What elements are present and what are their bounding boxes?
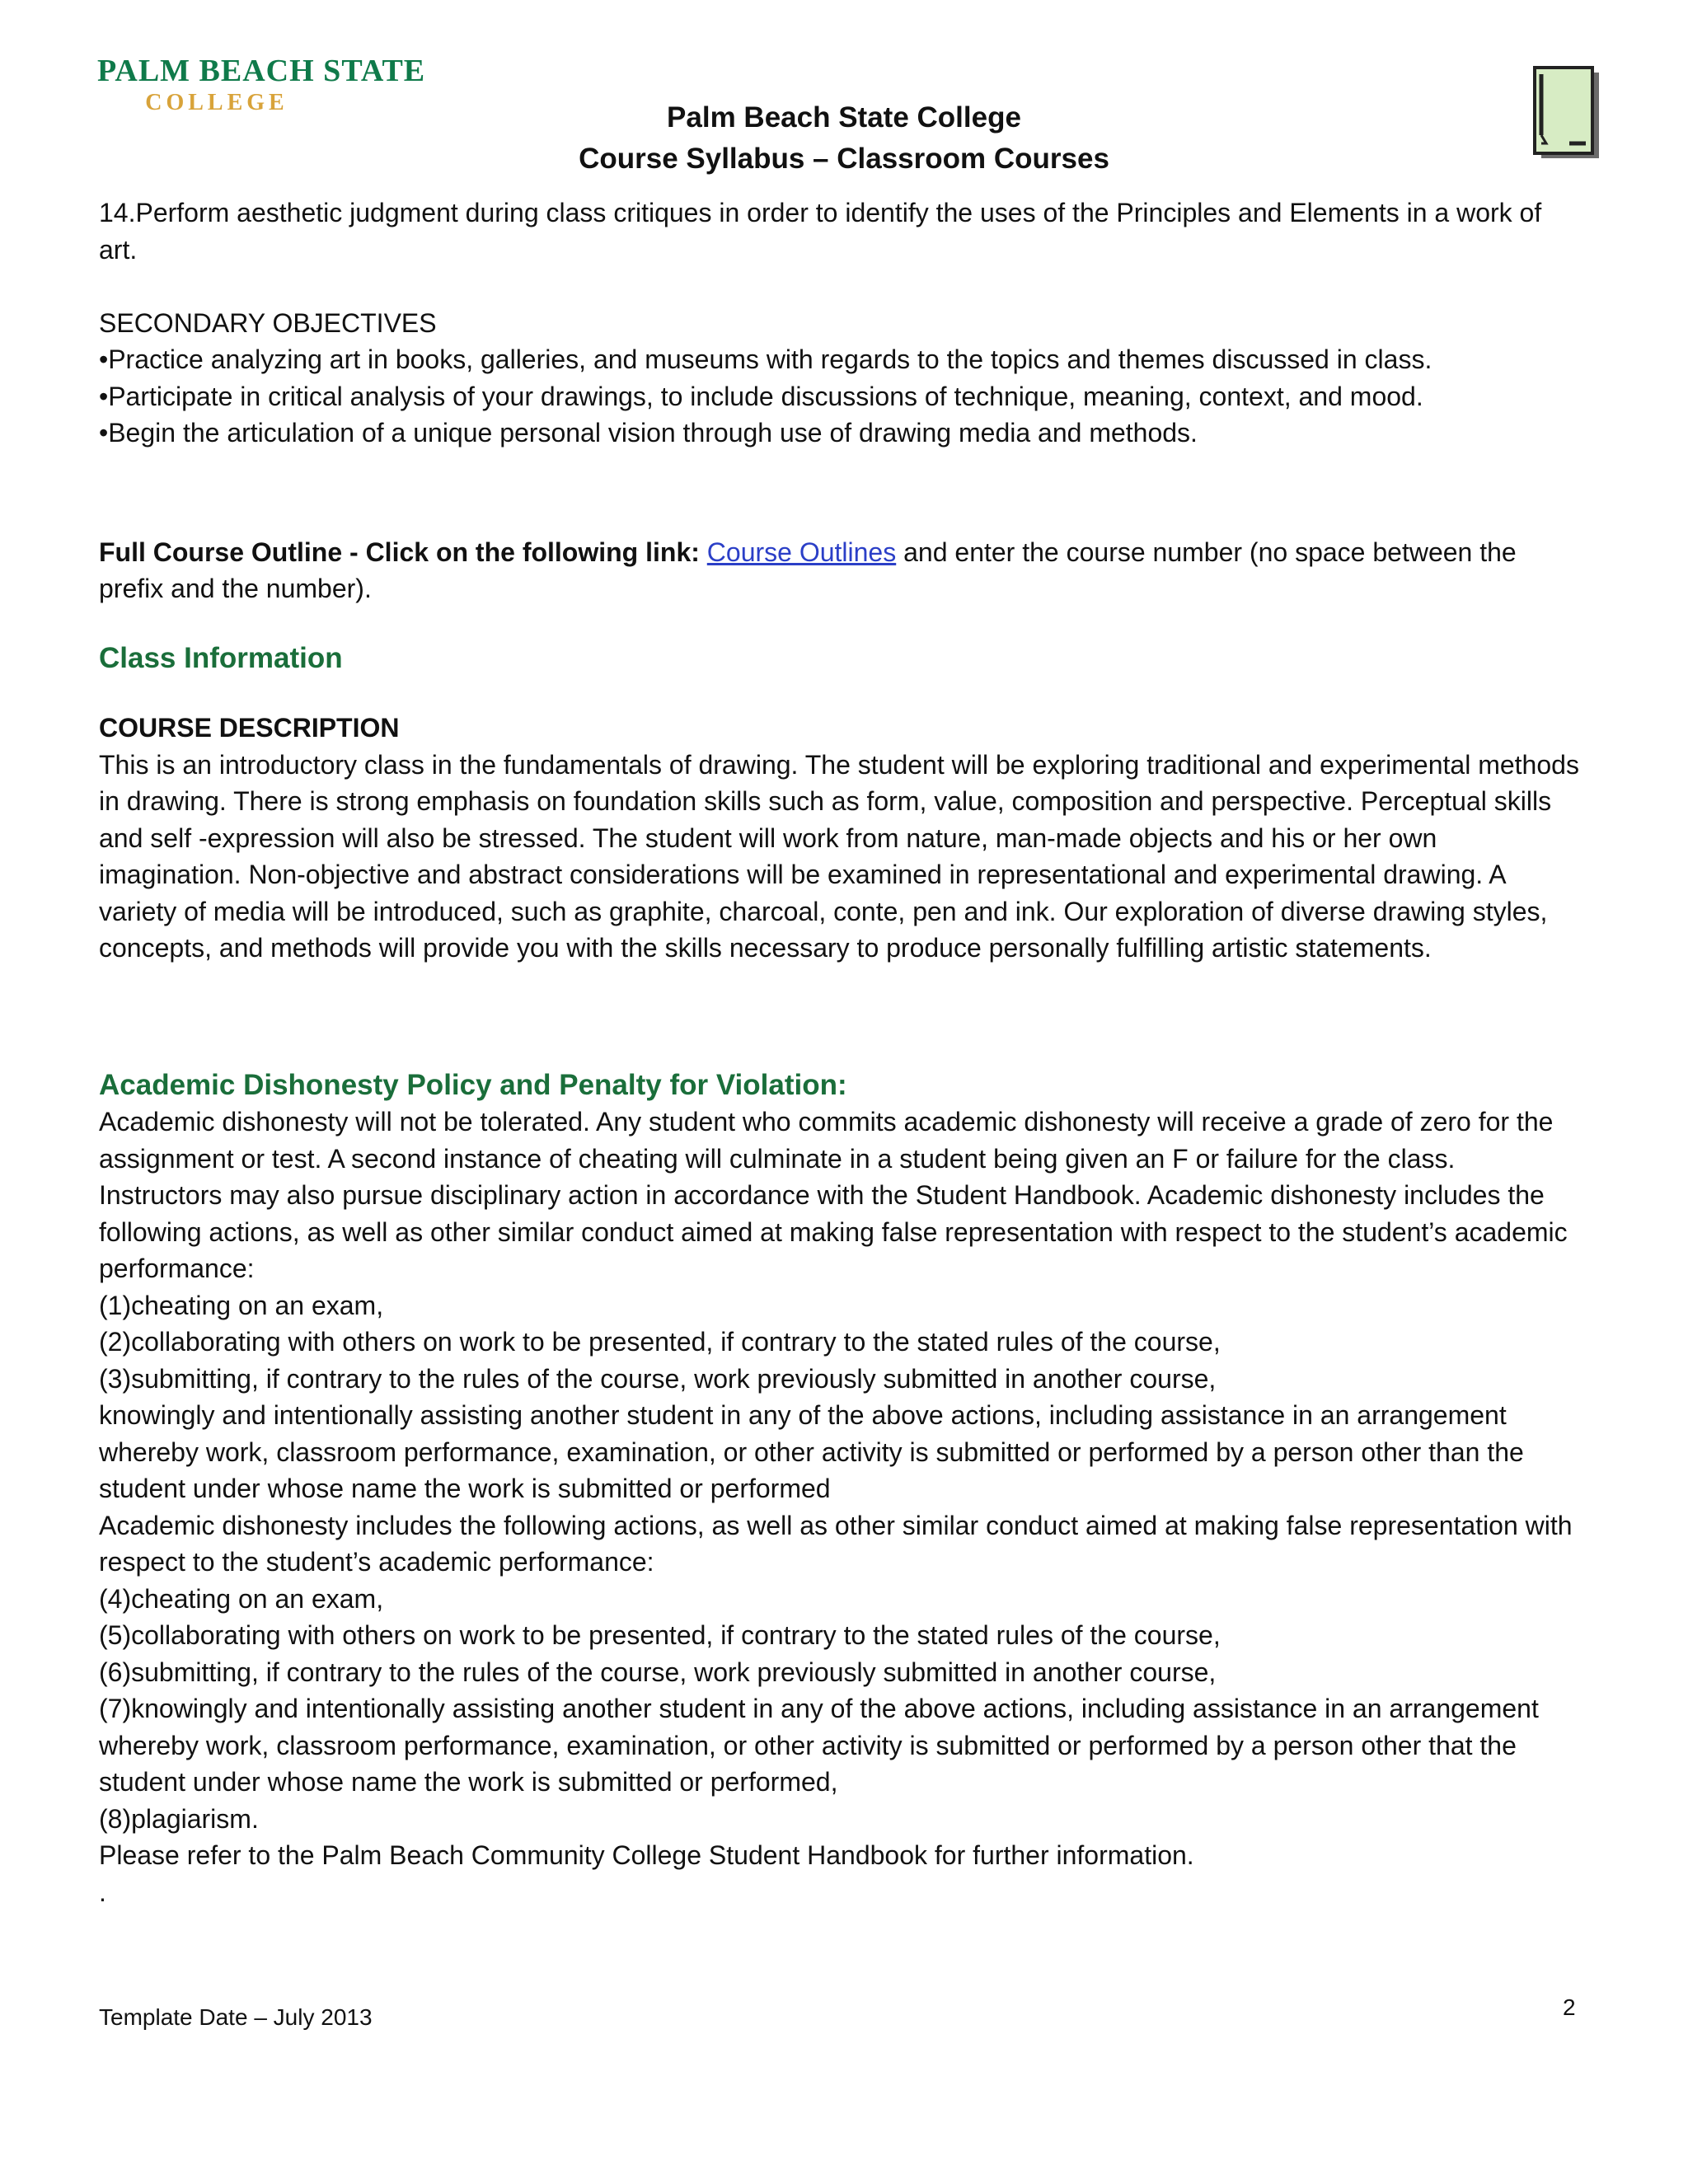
- course-outlines-link[interactable]: Course Outlines: [706, 537, 897, 567]
- course-outline-label: Full Course Outline - Click on the following link:: [99, 537, 700, 567]
- secondary-objective-3: •Begin the articulation of a unique personal vision through use of drawing media and methods.: [99, 418, 1198, 448]
- course-description-text: This is an introductory class in the fundamentals of drawing. The student will be exploring traditional and experimental methods in drawing. There is strong emphasis on foundation skills such as form, value, composition and perspective. Perceptual skills and self -expression will also be stressed. The student will work from nature, man-made objects and his or her own imagination. Non-objective and abstract considerations will be examined in representational and experimental drawing. A variety of media will be introduced, such as graphite, charcoal, conte, pen and ink. Our exploration of diverse drawing styles, concepts, and methods will provide you with the skills necessary to produce personally fulfilling artistic statements.: [99, 749, 1579, 963]
- handbook-reference: Please refer to the Palm Beach Community College Student Handbook for further information.: [99, 1840, 1194, 1870]
- template-date: Template Date – July 2013: [99, 2004, 373, 2030]
- dishonesty-item-5: (5)collaborating with others on work to be presented, if contrary to the stated rules of the course,: [99, 1620, 1221, 1650]
- course-outline-paragraph: [99, 534, 1582, 607]
- document-icon: [1530, 64, 1604, 163]
- dishonesty-item-6: (6)submitting, if contrary to the rules of the course, work previously submitted in another course,: [99, 1657, 1217, 1687]
- dishonesty-intro: Academic dishonesty will not be tolerated. Any student who commits academic dishonesty will receive a grade of zero for the assignment or test. A second instance of cheating will culminate in a student being given an F or failure for the class. Instructors may also pursue disciplinary action in accordance with the Student Handbook. Academic dishonesty includes the following actions, as well as other similar conduct aimed at making false representation with respect to the student’s academic performance:: [99, 1107, 1568, 1283]
- dishonesty-item-7: (7)knowingly and intentionally assisting another student in any of the above actions, including assistance in an arrangement whereby work, classroom performance, examination, or other activity is submitted or performed by a person other that the student under whose name the work is submitted or performed,: [99, 1694, 1539, 1797]
- dishonesty-item-2: (2)collaborating with others on work to be presented, if contrary to the stated rules of the course,: [99, 1327, 1221, 1357]
- dishonesty-item-3: (3)submitting, if contrary to the rules of the course, work previously submitted in another course,: [99, 1363, 1217, 1394]
- syllabus-subtitle: Course Syllabus – Classroom Courses: [579, 143, 1109, 175]
- objective-14: 14.Perform aesthetic judgment during class critiques in order to identify the uses of the Principles and Elements in a work of art.: [99, 198, 1542, 265]
- secondary-objective-1: •Practice analyzing art in books, galleries, and museums with regards to the topics and themes discussed in class.: [99, 344, 1432, 374]
- secondary-objectives-heading: SECONDARY OBJECTIVES: [99, 307, 437, 338]
- institution-title: Palm Beach State College: [667, 101, 1021, 134]
- dishonesty-item-4: (4)cheating on an exam,: [99, 1583, 384, 1614]
- course-outline-rest: and enter the course number (no space between the prefix and the number).: [99, 537, 1517, 603]
- trailing-dot: .: [99, 1877, 106, 1907]
- course-description-heading: COURSE DESCRIPTION: [99, 713, 400, 743]
- secondary-objective-2: •Participate in critical analysis of your drawings, to include discussions of technique, meaning, context, and mood.: [99, 381, 1423, 411]
- class-information-heading: Class Information: [99, 641, 343, 674]
- syllabus-content: [99, 194, 1582, 1910]
- dishonesty-assist-text: knowingly and intentionally assisting another student in any of the above actions, including assistance in an arrangement whereby work, classroom performance, examination, or other activity is submitted or performed by a person other than the student under whose name the work is submitted or performed: [99, 1400, 1524, 1503]
- dishonesty-item-1: (1)cheating on an exam,: [99, 1290, 384, 1320]
- page-number: 2: [1563, 1994, 1576, 2020]
- logo-line-2: COLLEGE: [145, 90, 288, 115]
- academic-dishonesty-heading: Academic Dishonesty Policy and Penalty for Violation:: [99, 1068, 847, 1101]
- logo-line-1: PALM BEACH STATE: [97, 54, 426, 88]
- dishonesty-repeat-intro: Academic dishonesty includes the following actions, as well as other similar conduct aimed at making false representation with respect to the student’s academic performance:: [99, 1510, 1573, 1577]
- dishonesty-item-8: (8)plagiarism.: [99, 1803, 259, 1834]
